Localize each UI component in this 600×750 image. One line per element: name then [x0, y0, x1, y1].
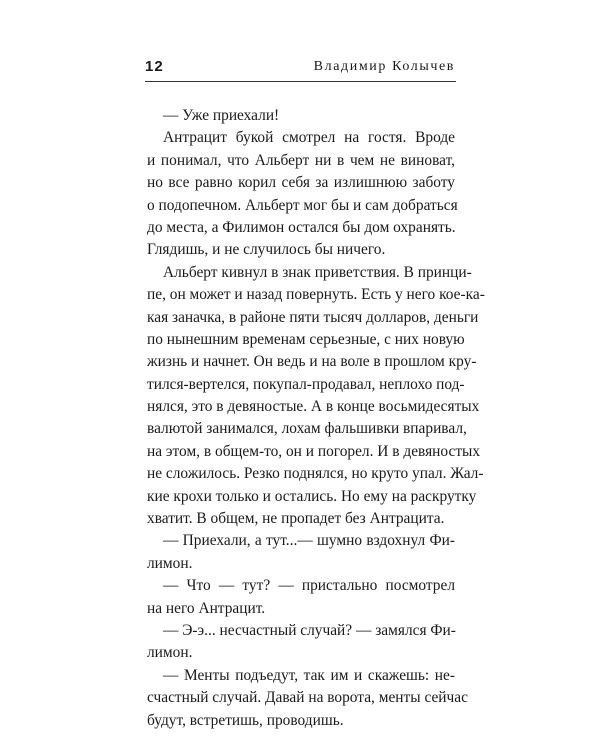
- text-line: будут, встретишь, проводишь.: [147, 711, 344, 729]
- text-line: лимон.: [147, 554, 193, 572]
- text-line: — Э-э... несчастный случай? — замялся Фи-: [163, 621, 456, 639]
- text-line: кие крохи только и остались. Но ему на раскрутку: [147, 487, 477, 505]
- text-line: хватит. В общем, не пропадет без Антрацита.: [147, 510, 445, 528]
- text-line: валютой занимался, лохам фальшивки впаривал,: [147, 420, 467, 438]
- header-rule: [145, 81, 456, 82]
- text-line: лимон.: [147, 644, 193, 662]
- text-line: Глядишь, и не случилось бы ничего.: [147, 241, 386, 259]
- text-line: на него Антрацит.: [147, 599, 266, 617]
- text-line: — Менты подъедут, так им и скажешь: не-: [163, 666, 455, 684]
- text-line: нялся, это в девяностые. А в конце восьмидесятых: [147, 398, 480, 416]
- text-line: на этом, в общем-то, он и погорел. И в девяностых: [147, 442, 481, 460]
- text-line: — Приехали, а тут...— шумно вздохнул Фи-: [163, 532, 455, 550]
- text-line: по нынешним временам серьезные, с них новую: [147, 330, 465, 348]
- text-line: о подопечном. Альберт мог бы и сам добраться: [147, 196, 458, 214]
- text-line: пе, он может и назад повернуть. Есть у него кое-ка-: [147, 286, 485, 304]
- text-line: кая заначка, в районе пяти тысяч долларов, деньги: [147, 308, 479, 326]
- text-line: тился-вертелся, покупал-продавал, неплохо под-: [147, 375, 465, 393]
- page-number: 12: [145, 58, 164, 75]
- text-line: счастный случай. Давай на ворота, менты сейчас: [147, 689, 468, 707]
- text-line: Альберт кивнул в знак приветствия. В принци-: [163, 263, 472, 281]
- author-name: Владимир Колычев: [313, 59, 455, 74]
- body-text: [147, 105, 485, 732]
- text-line: жизнь и начнет. Он ведь и на воле в прошлом кру-: [147, 353, 477, 371]
- text-line: Антрацит букой смотрел на гостя. Вроде: [163, 129, 455, 147]
- text-line: и понимал, что Альберт ни в чем не виноват,: [147, 151, 455, 169]
- text-line: — Уже приехали!: [163, 107, 280, 124]
- text-line: но все равно корил себя за излишнюю заботу: [147, 174, 455, 192]
- running-header: [145, 58, 455, 80]
- text-line: до места, а Филимон остался бы дом охранять.: [147, 218, 456, 236]
- text-line: не сложилось. Резко поднялся, но круто упал. Жал-: [147, 465, 484, 483]
- text-line: — Что — тут? — пристально посмотрел: [163, 577, 455, 595]
